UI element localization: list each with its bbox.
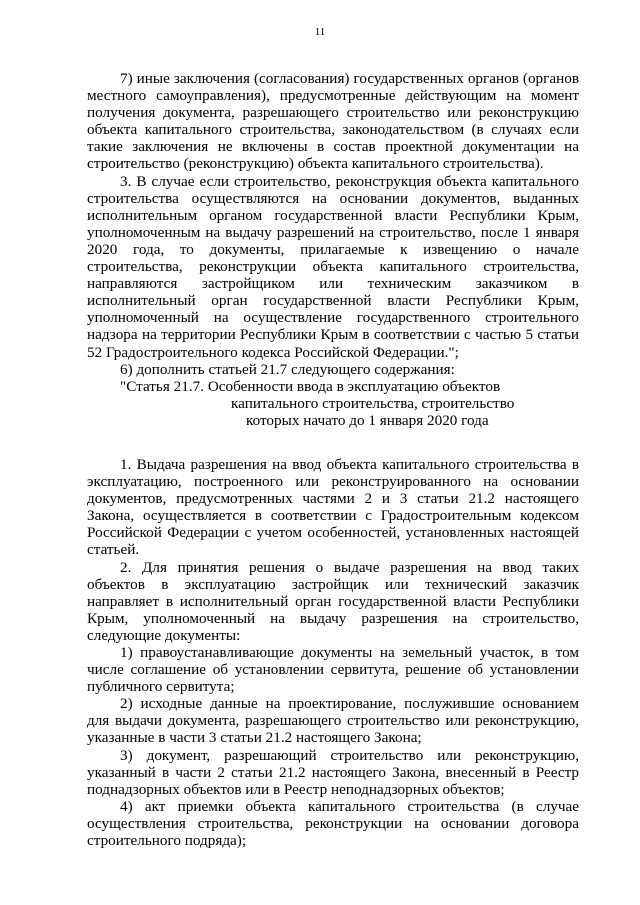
- list-item-1: 1) правоустанавливающие документы на земельный участок, в том числе соглашение об установлении сервитута, решение об установлении публичного сервитута;: [87, 644, 579, 696]
- article-caption-line-2: капитального строительства, строительство: [231, 394, 515, 412]
- paragraph-part-2: 2. Для принятия решения о выдаче разрешения на ввод таких объектов в эксплуатацию застройщик или технический заказчик направляет в исполнительный орган государственной власти Республики Крым, уполномоченный на выдачу разрешения на строительство, следующие документы:: [87, 558, 579, 644]
- paragraph-part-1: 1. Выдача разрешения на ввод объекта капитального строительства в эксплуатацию, построенного или реконструированного на основании документов, предусмотренных частями 2 и 3 статьи 21.2 настоящего Закона, осуществляется в соответствии с Градостроительным кодексом Российской Федерации с учетом особенностей, установленных настоящей статьей.: [87, 455, 579, 559]
- list-item-3: 3) документ, разрешающий строительство или реконструкцию, указанный в части 2 статьи 21.2 настоящего Закона, внесенный в Реестр поднадзорных объектов или в Реестр неподнадзорных объектов;: [87, 746, 579, 798]
- list-item-2: 2) исходные данные на проектирование, послужившие основанием для выдачи документа, разрешающего строительство или реконструкцию, указанные в части 3 статьи 21.2 настоящего Закона;: [87, 695, 579, 747]
- spacer: [87, 429, 579, 456]
- paragraph-part-3: 3. В случае если строительство, реконструкция объекта капитального строительства осуществляются на основании документов, выданных исполнительным органом государственной власти Республики Крым, уполномоченным на выдачу разрешений на строительство, после 1 января 2020 года, то документы, прилагаемые к извещению о начале строительства, реконструкции объекта капитального строительства, направляются застройщиком или техническим заказчиком в исполнительный орган государственной власти Республики Крым, уполномоченный на осуществление государственного строительного надзора на территории Республики Крым в соответствии с частью 5 статьи 52 Градостроительного кодекса Российской Федерации.";: [87, 172, 579, 361]
- document-body: [87, 70, 579, 849]
- article-caption-line-1: "Статья 21.7. Особенности ввода в эксплуатацию объектов: [120, 377, 501, 395]
- article-caption-line-3: которых начато до 1 января 2020 года: [246, 411, 489, 429]
- page-number: 11: [314, 26, 326, 38]
- list-item-4: 4) акт приемки объекта капитального строительства (в случае осуществления строительства, реконструкции на основании договора строительного подряда);: [87, 797, 579, 850]
- paragraph-item-6-add-article: 6) дополнить статьей 21.7 следующего содержания:: [120, 360, 455, 378]
- paragraph-item-7-other-conclusions: 7) иные заключения (согласования) государственных органов (органов местного самоуправления), предусмотренные действующим на момент получения документа, разрешающего строительство или реконструкцию объекта капитального строительства, законодательством (в случаях если такие заключения не включены в состав проектной документации на строительство (реконструкцию) объекта капитального строительства).: [87, 70, 579, 173]
